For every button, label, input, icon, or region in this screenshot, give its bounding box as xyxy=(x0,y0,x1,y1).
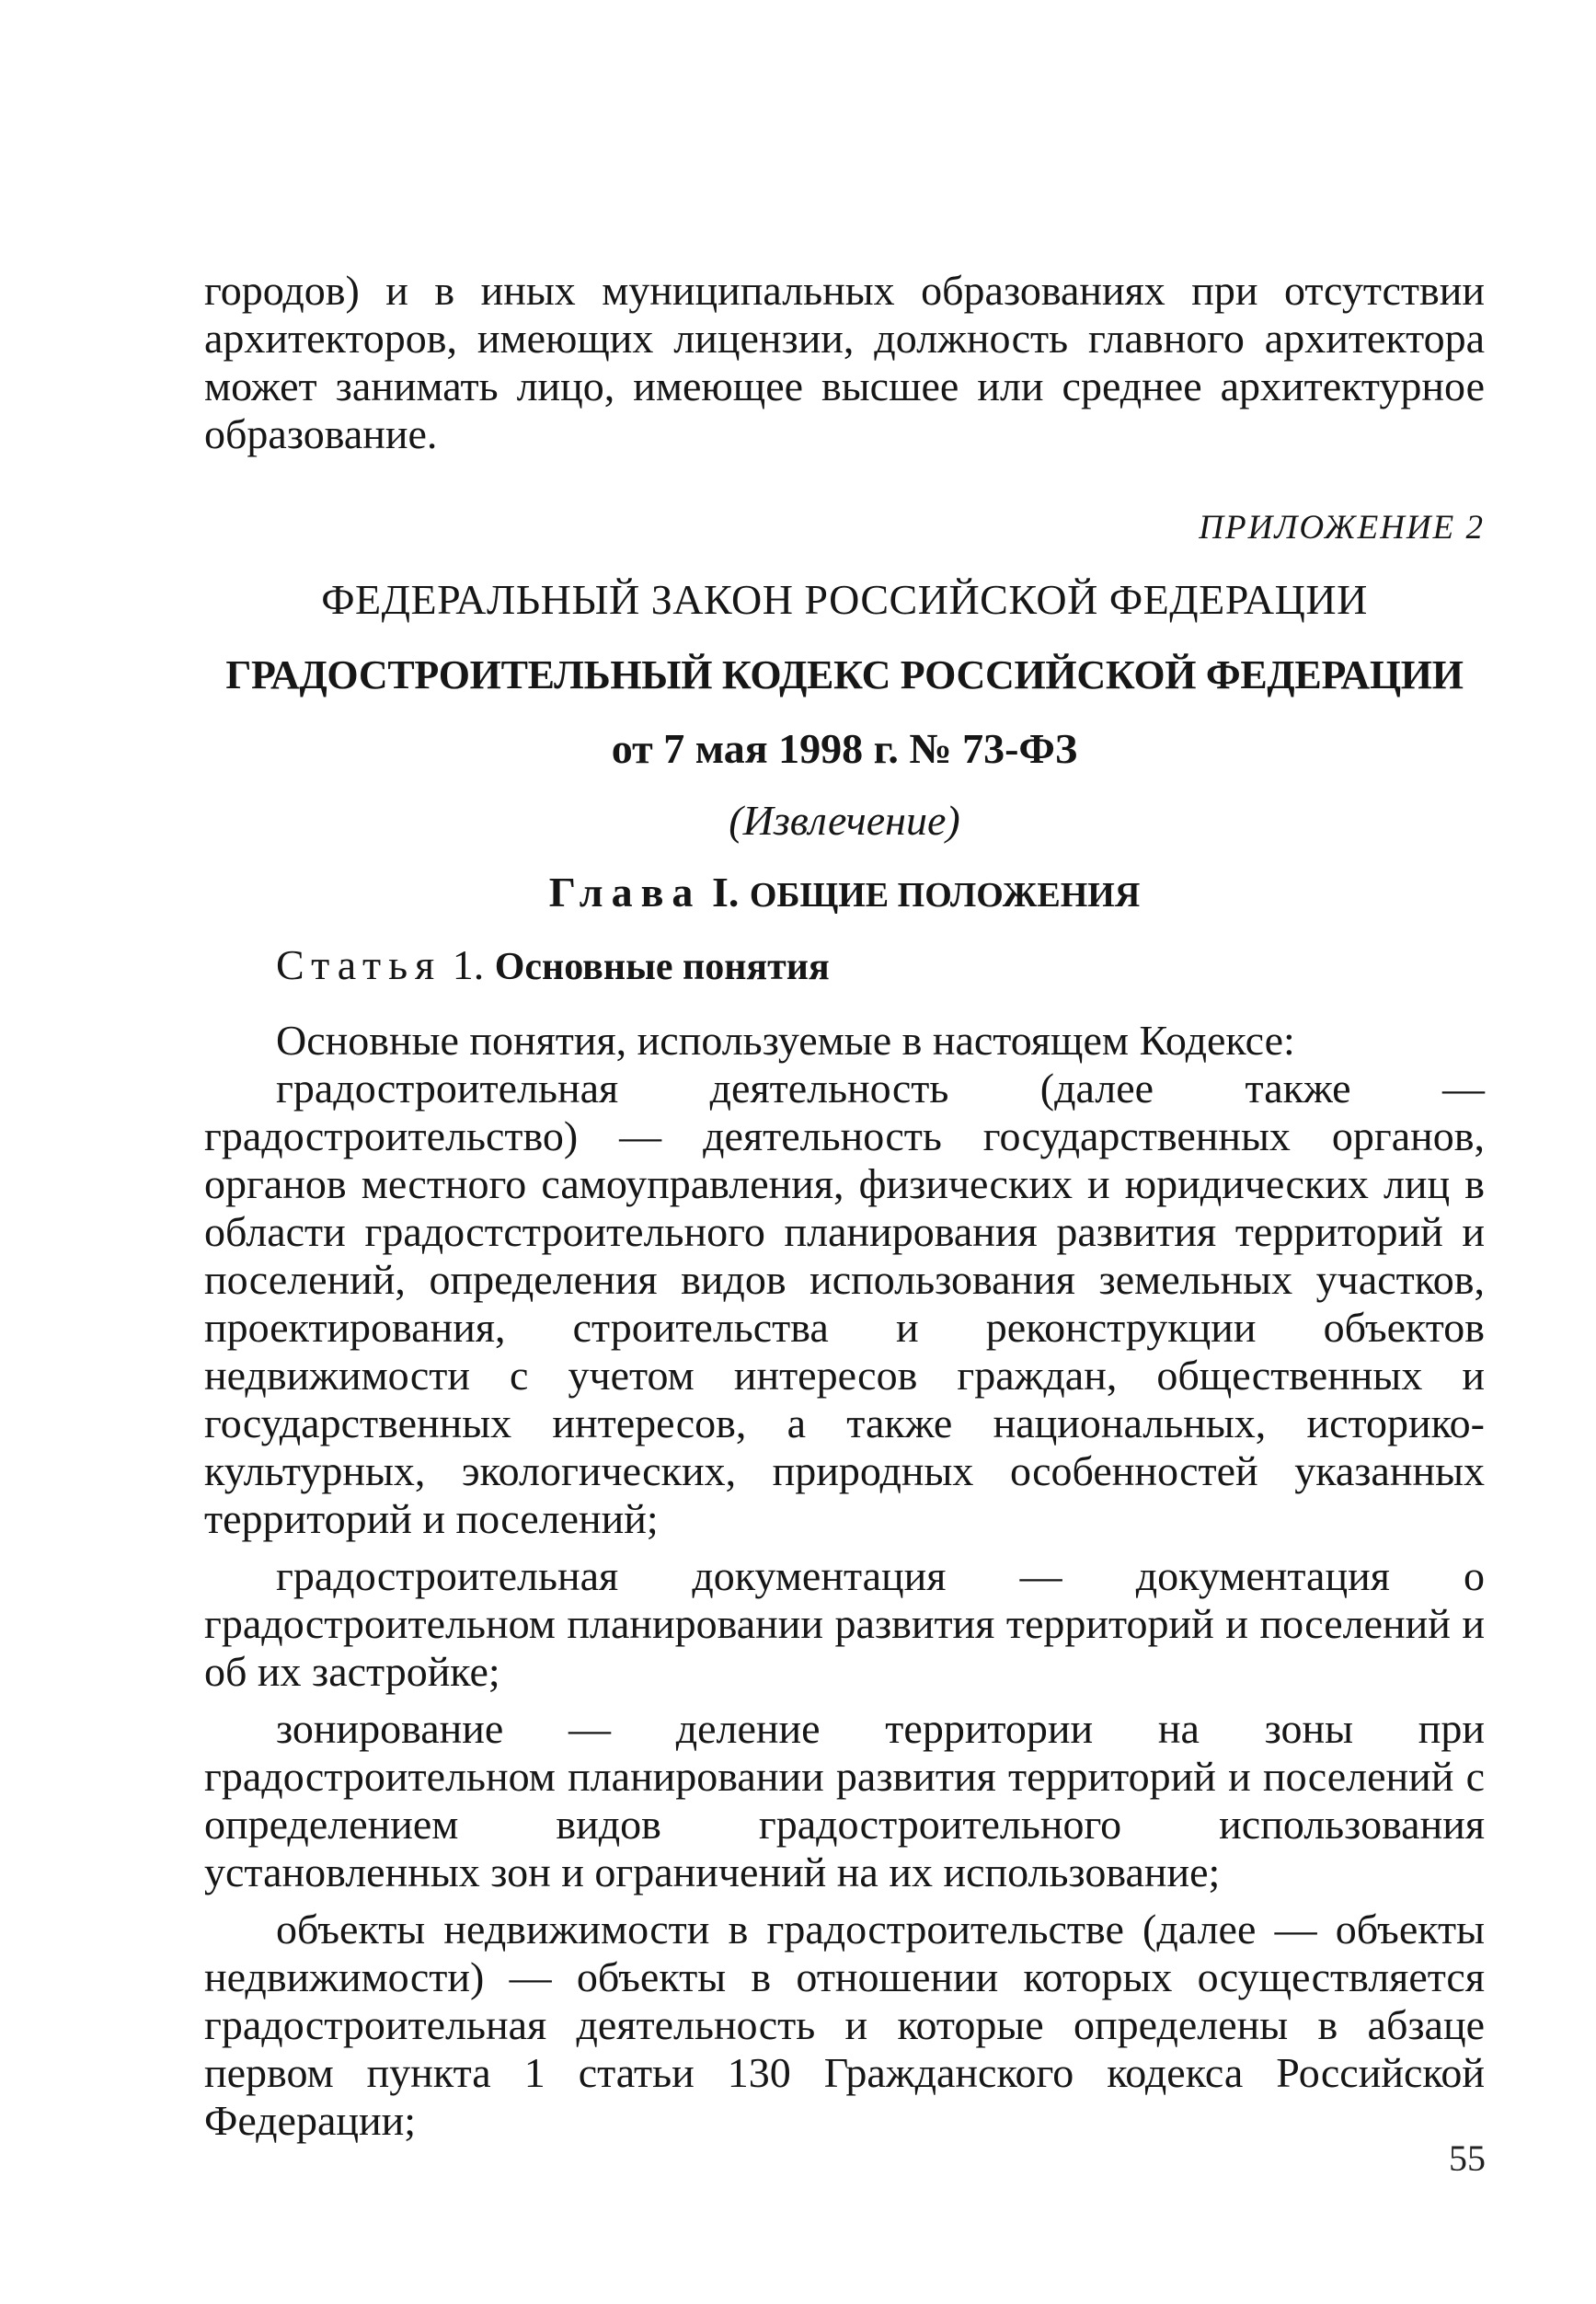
chapter-name: ОБЩИЕ ПОЛОЖЕНИЯ xyxy=(749,876,1141,915)
intro-paragraph: Основные понятия, используемые в настоящем Кодексе: xyxy=(276,1017,1295,1064)
definition-paragraph: градостроительная деятельность (далее также — градостроительство) — деятельность государственных органов, органов местного самоуправления, физических и юридических лиц в области градостстроительного планирования развития территорий и поселений, определения видов использования земельных участков, проектирования, строительства и реконструкции объектов недвижимости с учетом интересов граждан, общественных и государственных интересов, а также национальных, историко-культурных, экологических, природных особенностей указанных территорий и поселений; xyxy=(204,1065,1485,1542)
chapter-number: I. xyxy=(711,869,740,916)
chapter-word: Глава xyxy=(548,869,702,916)
continuation-paragraph: городов) и в иных муниципальных образованиях при отсутствии архитекторов, имеющих лицензии, должность главного архитектора может занимать лицо, имеющее высшее или среднее архитектурное образование. xyxy=(204,267,1485,457)
article-name: Основные понятия xyxy=(494,946,830,988)
code-title: ГРАДОСТРОИТЕЛЬНЫЙ КОДЕКС РОССИЙСКОЙ ФЕДЕРАЦИИ xyxy=(225,652,1464,697)
appendix-label: ПРИЛОЖЕНИЕ 2 xyxy=(1199,509,1485,547)
extract-note: (Извлечение) xyxy=(729,797,960,844)
definition-paragraph: зонирование — деление территории на зоны при градостроительном планировании развития территорий и поселений с определением видов градостроительного использования установленных зон и ограничений на их использование; xyxy=(204,1705,1485,1895)
definition-paragraph: объекты недвижимости в градостроительстве (далее — объекты недвижимости) — объекты в отношении которых осуществляется градостроительная деятельность и которые определены в абзаце первом пункта 1 статьи 130 Гражданского кодекса Российской Федерации; xyxy=(204,1906,1485,2144)
article-number: 1. xyxy=(452,941,485,988)
document-page xyxy=(204,267,1485,2145)
date-line: от 7 мая 1998 г. № 73-ФЗ xyxy=(611,725,1078,772)
law-title: ФЕДЕРАЛЬНЫЙ ЗАКОН РОССИЙСКОЙ ФЕДЕРАЦИИ xyxy=(321,576,1368,623)
article-word: Статья xyxy=(276,941,442,988)
chapter-heading xyxy=(204,869,1485,919)
definition-paragraph: градостроительная документация — документация о градостроительном планировании развития территорий и поселений и об их застройке; xyxy=(204,1552,1485,1695)
article-heading xyxy=(204,941,1485,991)
page-number: 55 xyxy=(1449,2137,1486,2179)
